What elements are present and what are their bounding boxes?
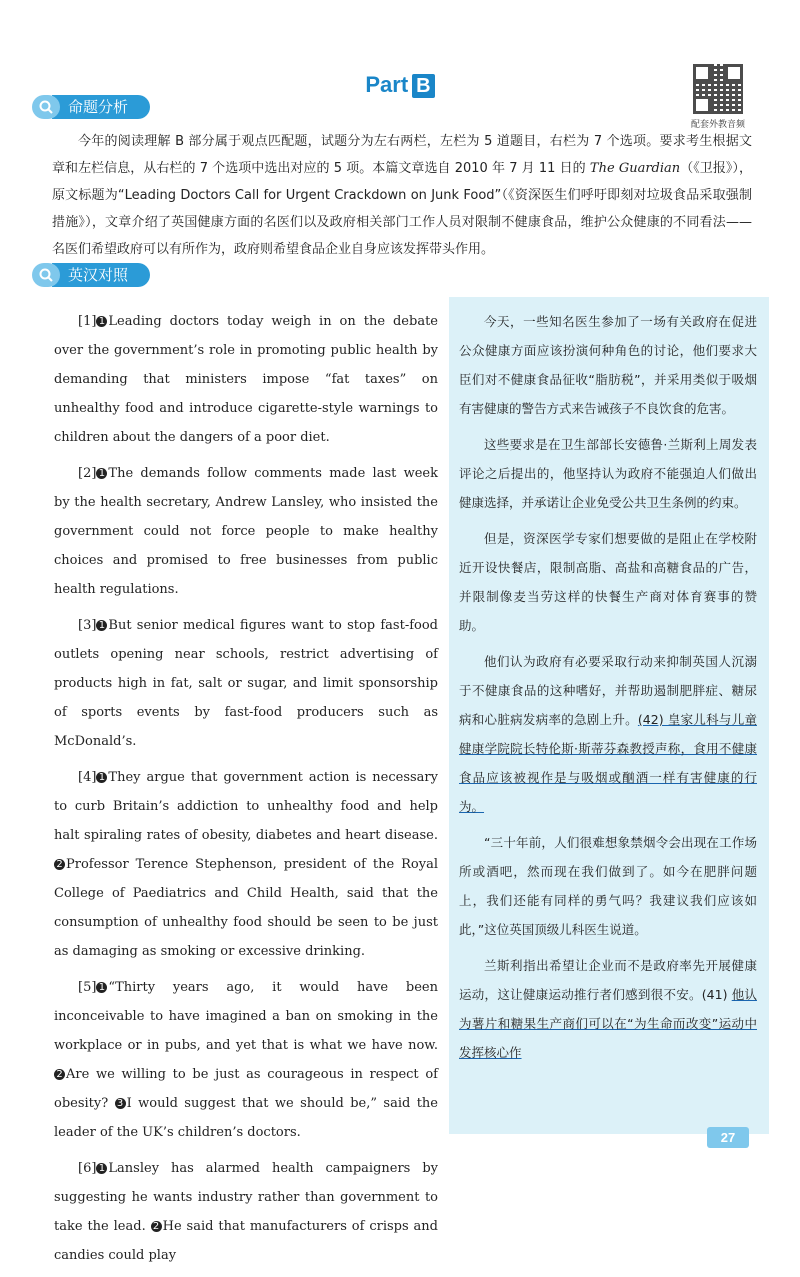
chinese-paragraph: 今天，一些知名医生参加了一场有关政府在促进公众健康方面应该扮演何种角色的讨论，他们要求大臣们对不健康食品征收“脂肪税”，并采用类似于吸烟有害健康的警告方式来告诫孩子不良饮食的危害。: [459, 314, 757, 416]
section-head-analysis: [32, 94, 167, 120]
qr-caption: 配套外教音频: [690, 120, 745, 130]
chinese-paragraph: 但是，资深医学专家们想要做的是阻止在学校附近开设快餐店，限制高脂、高盐和高糖食品的广告，并限制像麦当劳这样的快餐生产商对体育赛事的赞助。: [459, 531, 757, 633]
english-paragraph: [1] 1 Leading doctors today weigh in on the debate over the government’s role in promoting public health by demanding that ministers impose “fat taxes” on unhealthy food and introduce cigarette-style warnings to children about the dangers of a poor diet.: [54, 314, 438, 445]
chinese-paragraph: 这些要求是在卫生部部长安德鲁·兰斯利上周发表评论之后提出的，他坚持认为政府不能强迫人们做出健康选择，并承诺让企业免受公共卫生条例的约束。: [459, 437, 757, 510]
section-label-analysis: 命题分析: [52, 95, 150, 119]
english-paragraph: [3] 1 But senior medical figures want to stop fast-food outlets opening near schools, restrict advertising of products high in fat, salt or sugar, and limit sponsorship of sports events by fast-food producers such as McDonald’s.: [54, 618, 438, 749]
english-paragraph: [5] 1 “Thirty years ago, it would have been inconceivable to have imagined a ban on smoking in the workplace or in pubs, and yet that is what we have now. 2 Are we willing to be just as courageous in respect of obesity? 3 I would suggest that we should be,” said the leader of the UK’s children’s doctors.: [54, 980, 438, 1140]
section-label-bilingual: 英汉对照: [52, 263, 150, 287]
section-head-bilingual: [32, 262, 167, 288]
chinese-column: [449, 297, 769, 1134]
title-letter-badge: B: [412, 74, 434, 98]
page-number: 27: [707, 1127, 749, 1148]
chinese-paragraph: 他们认为政府有必要采取行动来抑制英国人沉溺于不健康食品的这种嗜好，并帮助遏制肥胖症、糖尿病和心脏病发病率的急剧上升。(42) 皇家儿科与儿童健康学院院长特伦斯·斯蒂芬森教授声称，食用不健康食品应该被视作是与吸烟或酗酒一样有害健康的行为。: [459, 654, 757, 814]
intro-paragraph: 今年的阅读理解 B 部分属于观点匹配题，试题分为左右两栏，左栏为 5 道题目，右栏为 7 个选项。要求考生根据文章和左栏信息，从右栏的 7 个选项中选出对应的 5 项。本篇文章选自 2010 年 7 月 11 日的 The Guardian（《卫报》），原文标题为“Leading Doctors Call for Urgent Crackdown on Junk Food”（《资深医生们呼吁即刻对垃圾食品采取强制措施》），文章介绍了英国健康方面的名医们以及政府相关部门工作人员对限制不健康食品，维护公众健康的不同看法——名医们希望政府可以有所作为，政府则希望食品企业自身应该发挥带头作用。: [52, 134, 752, 257]
chinese-paragraph: “三十年前，人们很难想象禁烟令会出现在工作场所或酒吧，然而现在我们做到了。如今在肥胖问题上，我们还能有同样的勇气吗？我建议我们应该如此，”这位英国顶级儿科医生说道。: [459, 835, 757, 937]
magnifier-icon: [32, 95, 60, 119]
english-paragraph: [2] 1 The demands follow comments made last week by the health secretary, Andrew Lansley, who insisted the government could not force people to make healthy choices and promised to free businesses from public health regulations.: [54, 466, 438, 597]
title-part: Part: [365, 72, 409, 97]
english-column: [54, 307, 438, 1277]
answer-41-underline: 他认为薯片和糖果生产商们可以在“为生命而改变”运动中发挥核心作: [459, 987, 757, 1060]
answer-42-underline: (42) 皇家儿科与儿童健康学院院长特伦斯·斯蒂芬森教授声称，食用不健康食品应该被视作是与吸烟或酗酒一样有害健康的行为。: [459, 712, 757, 814]
english-paragraph: [4] 1 They argue that government action is necessary to curb Britain’s addiction to unhealthy food and help halt spiraling rates of obesity, diabetes and heart disease. 2 Professor Terence Stephenson, president of the Royal College of Paediatrics and Child Health, said that the consumption of unhealthy food should be seen to be just as damaging as smoking or excessive drinking.: [54, 770, 438, 959]
qr-code-icon[interactable]: [693, 64, 743, 114]
english-paragraph: [6] 1 Lansley has alarmed health campaigners by suggesting he wants industry rather than government to take the lead. 2 He said that manufacturers of crisps and candies could play: [54, 1161, 438, 1263]
chinese-paragraph: 兰斯利指出希望让企业而不是政府率先开展健康运动，这让健康运动推行者们感到很不安。(41) 他认为薯片和糖果生产商们可以在“为生命而改变”运动中发挥核心作: [459, 958, 757, 1060]
magnifier-icon: [32, 263, 60, 287]
